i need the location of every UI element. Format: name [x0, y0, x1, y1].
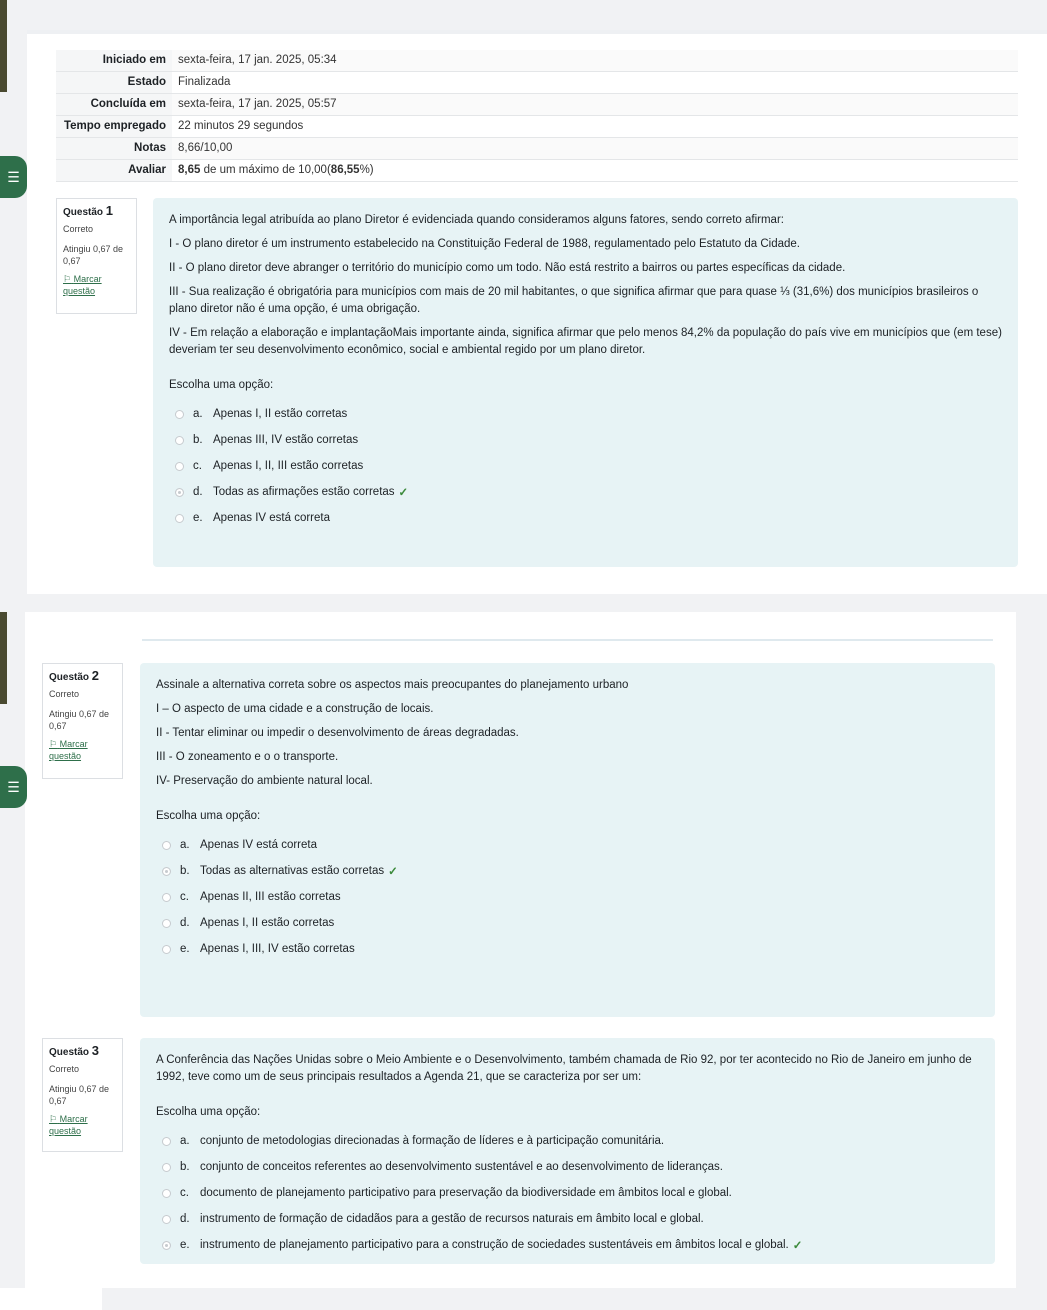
choose-option-prompt: Escolha uma opção: — [156, 810, 261, 822]
summary-label: Estado — [56, 72, 172, 94]
question-content — [140, 1038, 995, 1264]
radio-button[interactable] — [162, 1189, 171, 1198]
summary-row — [56, 72, 1018, 94]
list-icon: ☰ — [7, 778, 20, 795]
summary-row — [56, 138, 1018, 160]
question-text: Assinale a alternativa correta sobre os aspectos mais preocupantes do planejamento urbano — [156, 679, 629, 691]
option-text: instrumento de planejamento participativo para a construção de sociedades sustentáveis em âmbitos local e global. — [200, 1239, 789, 1251]
check-icon: ✓ — [792, 1240, 803, 1252]
question-info — [56, 198, 137, 314]
option-letter: c. — [193, 460, 202, 472]
choose-option-prompt: Escolha uma opção: — [156, 1106, 261, 1118]
option-text: Apenas I, II estão corretas — [213, 408, 348, 420]
option-text: Todas as alternativas estão corretas — [200, 865, 385, 877]
summary-label: Concluída em — [56, 94, 172, 116]
section-divider — [142, 639, 993, 641]
radio-button[interactable] — [175, 514, 184, 523]
option-letter: a. — [193, 408, 203, 420]
radio-button[interactable] — [175, 462, 184, 471]
option-text: Apenas I, II estão corretas — [200, 917, 335, 929]
summary-row — [56, 160, 1018, 182]
option-text: Apenas I, III, IV estão corretas — [200, 943, 355, 955]
summary-value: sexta-feira, 17 jan. 2025, 05:57 — [172, 94, 1018, 116]
radio-button[interactable] — [162, 867, 171, 876]
radio-button[interactable] — [162, 1137, 171, 1146]
grade-text-end: %) — [359, 164, 374, 176]
list-icon: ☰ — [7, 168, 20, 185]
option-text: documento de planejamento participativo para preservação da biodiversidade em âmbitos local e global. — [200, 1187, 732, 1199]
answer-option[interactable] — [169, 401, 1002, 427]
option-letter: e. — [180, 1239, 190, 1251]
summary-value — [172, 160, 1018, 182]
answer-option[interactable] — [169, 453, 1002, 479]
option-text: Apenas III, IV estão corretas — [213, 434, 359, 446]
option-letter: d. — [180, 917, 190, 929]
answer-option[interactable] — [156, 832, 979, 858]
flag-question-link[interactable]: ⚐ Marcar questão — [49, 739, 88, 761]
check-icon: ✓ — [388, 866, 398, 878]
flag-icon: ⚐ — [63, 274, 72, 284]
option-letter: e. — [193, 512, 203, 524]
grade-text: de um máximo de 10,00( — [200, 164, 331, 176]
radio-button[interactable] — [175, 436, 184, 445]
footer-tab — [0, 1288, 102, 1310]
summary-row — [56, 94, 1018, 116]
summary-label: Avaliar — [56, 160, 172, 182]
answer-options — [156, 832, 979, 962]
summary-label: Tempo empregado — [56, 116, 172, 138]
answer-option[interactable] — [169, 479, 1002, 505]
option-letter: b. — [180, 865, 190, 877]
summary-value: 8,66/10,00 — [172, 138, 1018, 160]
summary-value: Finalizada — [172, 72, 1018, 94]
radio-button[interactable] — [162, 1163, 171, 1172]
option-text: instrumento de formação de cidadãos para a gestão de recursos naturais em âmbito local e global. — [200, 1213, 704, 1225]
option-letter: c. — [180, 1187, 189, 1199]
option-letter: a. — [180, 839, 190, 851]
answer-option[interactable] — [156, 1154, 979, 1180]
question-text: A importância legal atribuída ao plano Diretor é evidenciada quando consideramos alguns fatores, sendo correto afirmar: — [169, 214, 784, 226]
question-grade: Atingiu 0,67 de 0,67 — [49, 1084, 110, 1106]
radio-button[interactable] — [162, 919, 171, 928]
option-letter: c. — [180, 891, 189, 903]
attempt-summary-table — [56, 50, 1018, 182]
drawer-toggle-button[interactable] — [0, 156, 27, 198]
summary-value: 22 minutos 29 segundos — [172, 116, 1018, 138]
summary-row — [56, 116, 1018, 138]
option-letter: d. — [180, 1213, 190, 1225]
background-image-edge — [0, 0, 7, 92]
radio-button[interactable] — [162, 1215, 171, 1224]
option-text: Apenas II, III estão corretas — [200, 891, 341, 903]
question-number: Questão 3 — [49, 1043, 100, 1058]
radio-button[interactable] — [162, 841, 171, 850]
answer-option[interactable] — [156, 910, 979, 936]
question-grade: Atingiu 0,67 de 0,67 — [63, 244, 124, 266]
answer-options — [156, 1128, 979, 1258]
question-content — [140, 663, 995, 1017]
answer-option[interactable] — [156, 1128, 979, 1154]
option-text: Todas as afirmações estão corretas — [213, 486, 395, 498]
answer-option[interactable] — [156, 1206, 979, 1232]
question-statement: IV- Preservação do ambiente natural local. — [156, 775, 373, 787]
answer-option[interactable] — [156, 1180, 979, 1206]
summary-label: Notas — [56, 138, 172, 160]
option-letter: e. — [180, 943, 190, 955]
question-statement: II - Tentar eliminar ou impedir o desenvolvimento de áreas degradadas. — [156, 727, 519, 739]
question-statement: III - Sua realização é obrigatória para municípios com mais de 20 mil habitantes, o que significa afirmar que para quase ⅓ (31,6%) dos municípios brasileiros o plano diretor não é uma opção, é uma obrigação. — [169, 286, 979, 315]
option-text: conjunto de conceitos referentes ao desenvolvimento sustentável e ao desenvolvimento de lideranças. — [200, 1161, 723, 1173]
radio-button[interactable] — [162, 893, 171, 902]
answer-options — [169, 401, 1002, 531]
question-state: Correto — [49, 1064, 80, 1074]
grade-value: 8,65 — [178, 164, 201, 176]
answer-option[interactable] — [169, 505, 1002, 531]
option-text: Apenas I, II, III estão corretas — [213, 460, 364, 472]
option-letter: b. — [193, 434, 203, 446]
question-grade: Atingiu 0,67 de 0,67 — [49, 709, 110, 731]
flag-icon: ⚐ — [49, 1114, 58, 1124]
answer-option[interactable] — [156, 884, 979, 910]
question-statement: II - O plano diretor deve abranger o território do município como um todo. Não está restrito a bairros ou partes específicas da cidade. — [169, 262, 846, 274]
radio-button[interactable] — [175, 410, 184, 419]
option-letter: d. — [193, 486, 203, 498]
question-state: Correto — [49, 689, 80, 699]
flag-question-link[interactable]: ⚐ Marcar questão — [63, 274, 102, 296]
answer-option[interactable] — [156, 858, 979, 884]
question-text: A Conferência das Nações Unidas sobre o Meio Ambiente e o Desenvolvimento, também chamada de Rio 92, por ter acontecido no Rio de Janeiro em junho de 1992, teve como um de seus principais resultados a Agenda 21, que se caracteriza por ser um: — [156, 1054, 972, 1083]
question-number: Questão 2 — [49, 668, 100, 683]
radio-button[interactable] — [175, 488, 184, 497]
question-state: Correto — [63, 224, 94, 234]
summary-value: sexta-feira, 17 jan. 2025, 05:34 — [172, 50, 1018, 72]
question-statement: IV - Em relação a elaboração e implantaçãoMais importante ainda, significa afirmar que pelo menos 84,2% da população do país vive em municípios que (em tese) deveriam ter seu desenvolvimento econômico, social e ambiental regido por um plano diretor. — [169, 327, 1002, 356]
flag-icon: ⚐ — [49, 739, 58, 749]
option-text: Apenas IV está correta — [213, 512, 330, 524]
answer-option[interactable] — [169, 427, 1002, 453]
summary-row — [56, 50, 1018, 72]
grade-percent: 86,55 — [330, 164, 360, 176]
flag-question-link[interactable]: ⚐ Marcar questão — [49, 1114, 88, 1136]
option-text: conjunto de metodologias direcionadas à formação de líderes e à participação comunitária. — [200, 1135, 665, 1147]
option-text: Apenas IV está correta — [200, 839, 317, 851]
drawer-toggle-button[interactable] — [0, 766, 27, 808]
question-statement: I - O plano diretor é um instrumento estabelecido na Constituição Federal de 1988, regulamentado pelo Estatuto da Cidade. — [169, 238, 800, 250]
answer-option[interactable] — [156, 1232, 979, 1258]
question-statement: I – O aspecto de uma cidade e a construção de locais. — [156, 703, 434, 715]
option-letter: b. — [180, 1161, 190, 1173]
question-info — [42, 1038, 123, 1152]
check-icon: ✓ — [398, 487, 409, 499]
question-content — [153, 198, 1018, 567]
answer-option[interactable] — [156, 936, 979, 962]
choose-option-prompt: Escolha uma opção: — [169, 379, 274, 391]
radio-button[interactable] — [162, 945, 171, 954]
radio-button[interactable] — [162, 1241, 171, 1250]
question-info — [42, 663, 123, 779]
question-number: Questão 1 — [63, 203, 114, 218]
option-letter: a. — [180, 1135, 190, 1147]
summary-label: Iniciado em — [56, 50, 172, 72]
background-image-edge — [0, 612, 7, 704]
question-statement: III - O zoneamento e o o transporte. — [156, 751, 339, 763]
